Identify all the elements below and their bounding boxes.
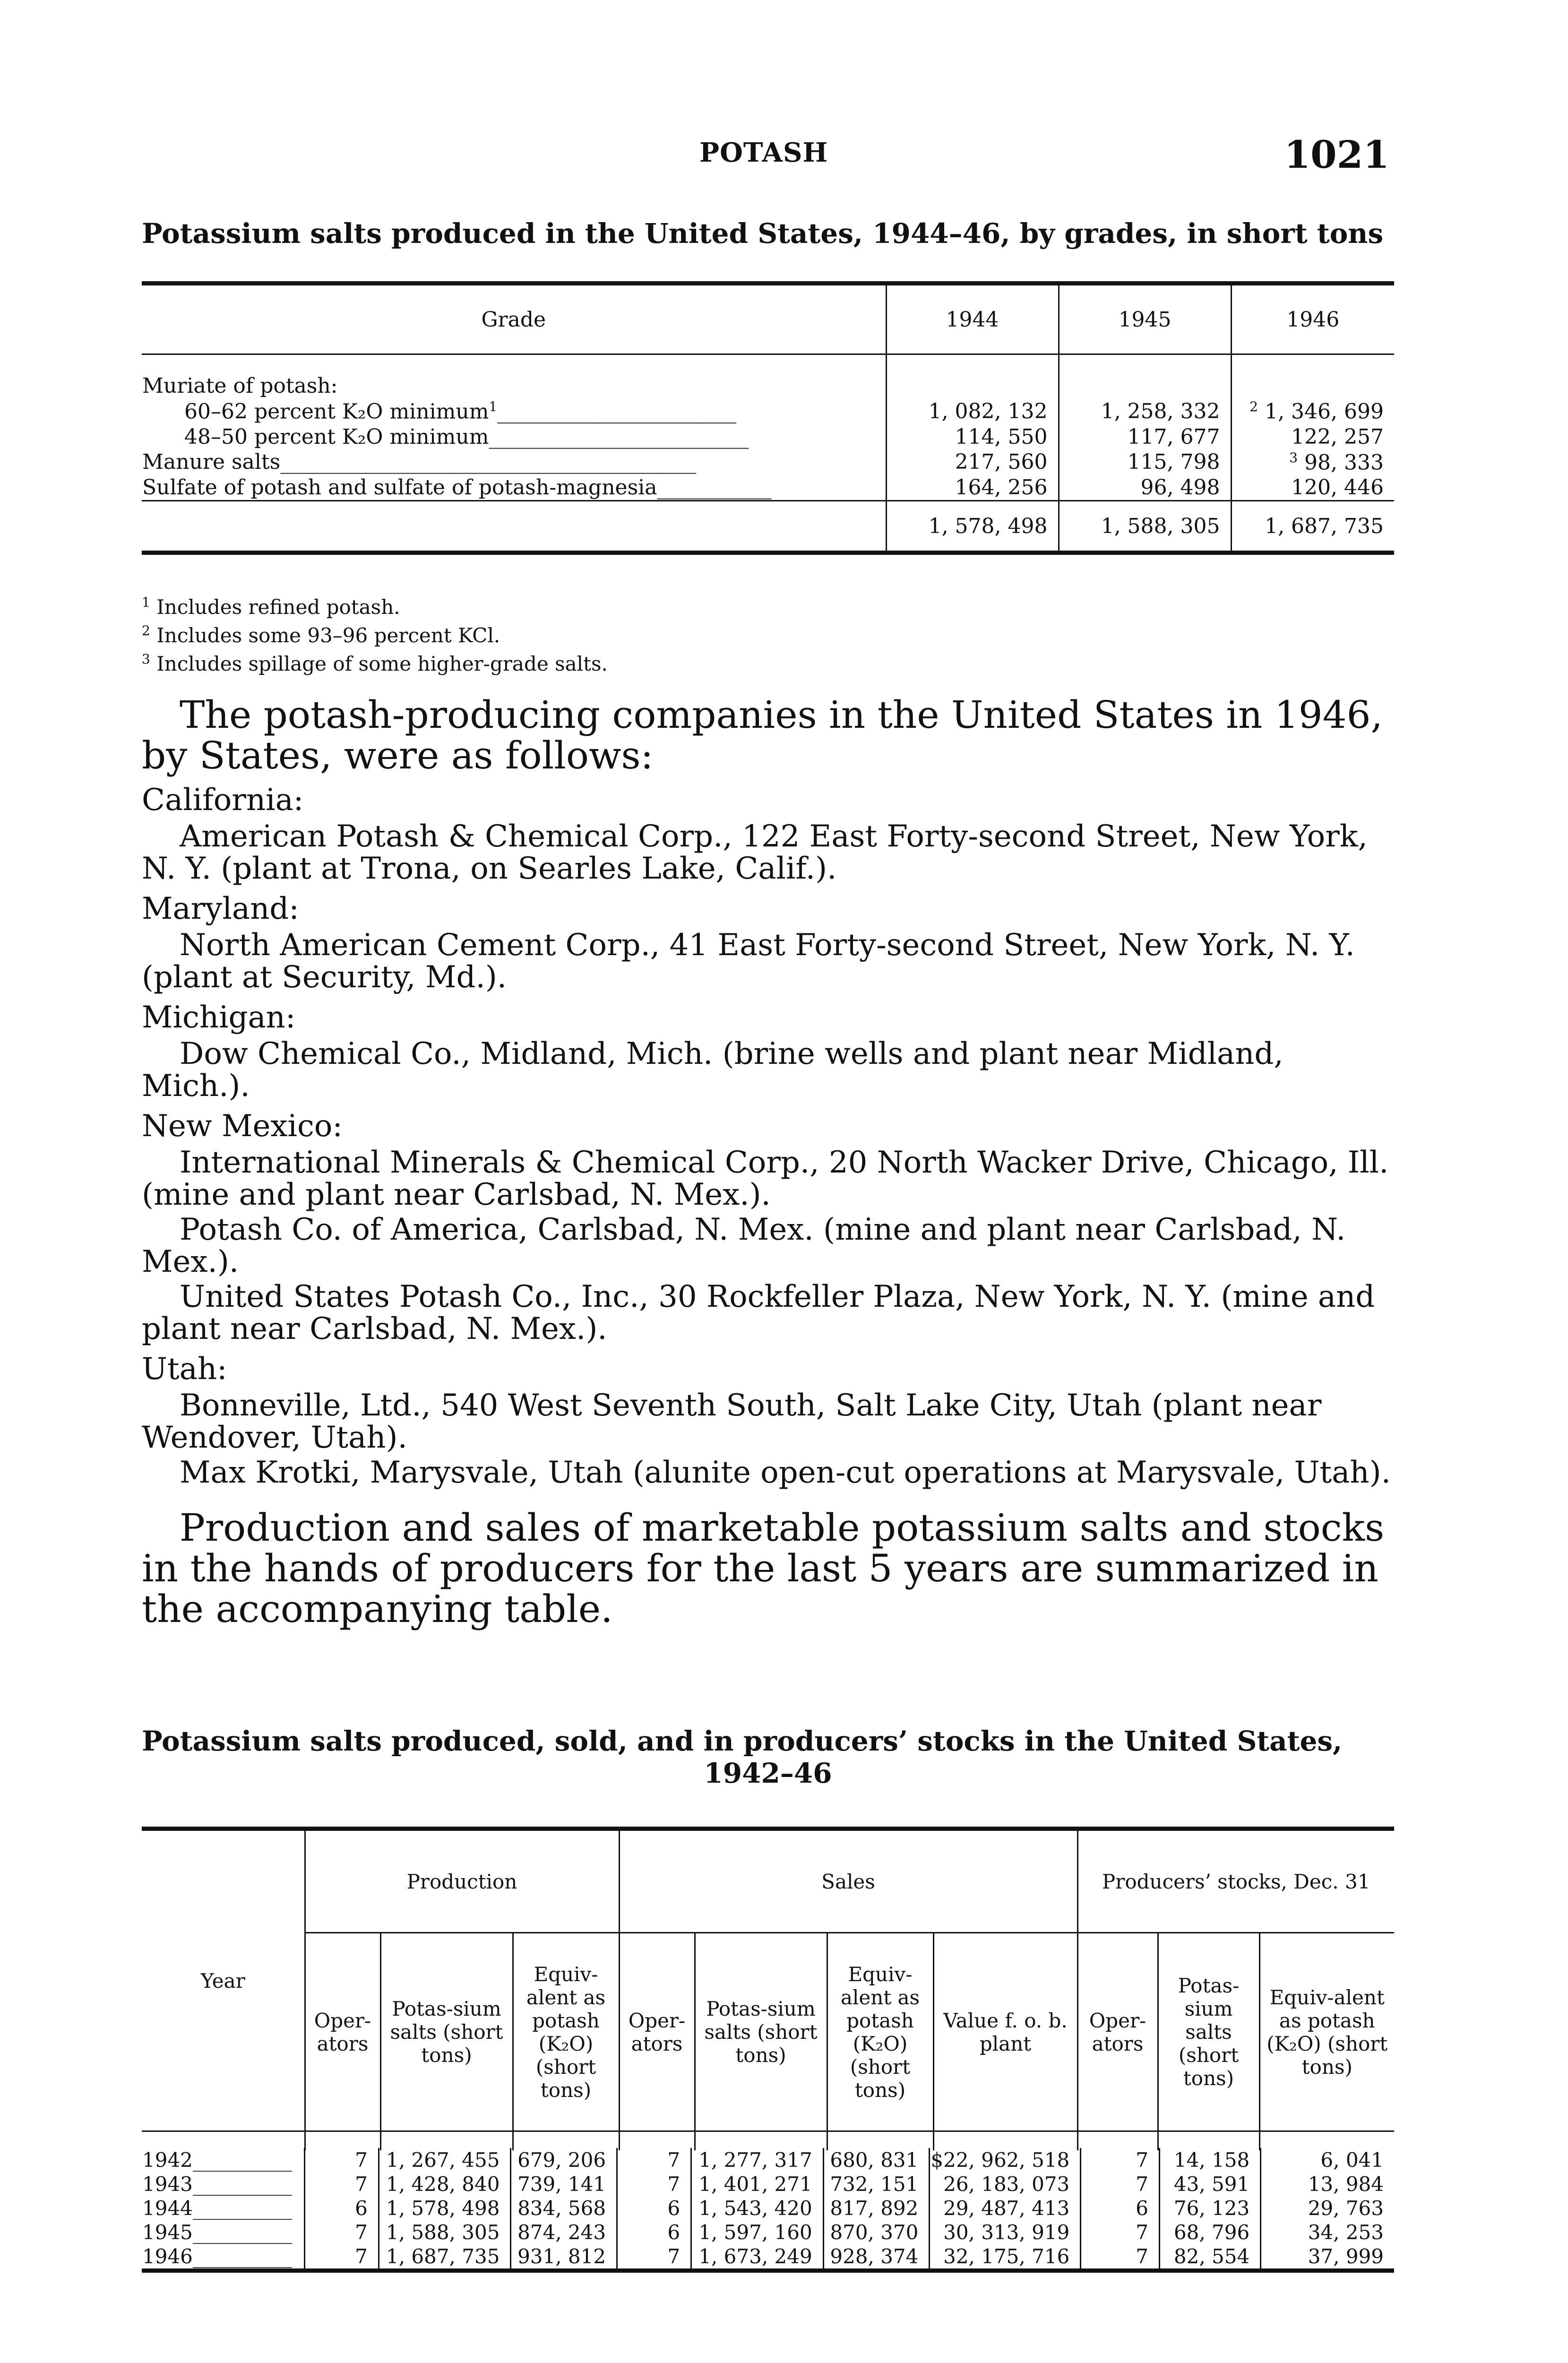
table2-year-cell: 1943__________: [142, 2173, 292, 2196]
state-heading: Utah:: [142, 1352, 227, 1387]
table1-group-label: Muriate of potash:: [142, 374, 338, 398]
table2-group-sales: Sales: [619, 1829, 1077, 1933]
table2: [142, 1827, 1394, 2150]
table2-cell: 679, 206: [511, 2148, 617, 2172]
col-operators: Oper-ators: [305, 1933, 380, 2131]
table1-cell: 114, 550: [886, 424, 1059, 449]
header-title: POTASH: [699, 137, 828, 168]
table1-total: 1, 687, 735: [1231, 501, 1394, 553]
table2-cell: 870, 370: [823, 2220, 930, 2244]
table2-subheader-row: [142, 1933, 1394, 2131]
table2-cell: 1, 401, 271: [691, 2172, 824, 2196]
table2-cell: 732, 151: [823, 2172, 930, 2196]
company-entry: Potash Co. of America, Carlsbad, N. Mex. (mine and plant near Carlsbad, N. Mex.).: [142, 1212, 1346, 1279]
footnote: $^1$ Includes refined potash.: [142, 595, 400, 619]
col-salts: Potas-sium salts (short tons): [380, 1933, 513, 2131]
table2-cell: 82, 554: [1160, 2244, 1261, 2271]
state-heading: Michigan:: [142, 1000, 296, 1035]
table2-body: [142, 2148, 1394, 2273]
table2-cell: 1, 277, 317: [691, 2148, 824, 2172]
table1-cell: 120, 446: [1231, 475, 1394, 501]
table2-cell: 7: [304, 2172, 379, 2196]
table2-cell: 1, 267, 455: [379, 2148, 511, 2172]
col-equiv: Equiv-alent as potash (K₂O) (short tons): [827, 1933, 933, 2131]
table-row: [142, 354, 1394, 399]
table2-cell: 834, 568: [511, 2196, 617, 2220]
footnote: $^2$ Includes some 93–96 percent KCl.: [142, 623, 500, 647]
table1-cell: 1, 082, 132: [886, 398, 1059, 424]
table2-cell: 7: [617, 2148, 691, 2172]
table2-cell: 68, 796: [1160, 2220, 1261, 2244]
state-heading: California:: [142, 783, 304, 818]
footnote: $^3$ Includes spillage of some higher-grade salts.: [142, 651, 608, 675]
table2-cell: $22, 962, 518: [930, 2148, 1081, 2172]
table1-cell: 117, 677: [1059, 424, 1231, 449]
table2-cell: 30, 313, 919: [930, 2220, 1081, 2244]
table2-cell: 1, 543, 420: [691, 2196, 824, 2220]
table2-cell: 1, 588, 305: [379, 2220, 511, 2244]
table1-row-label: Sulfate of potash and sulfate of potash-magnesia___________: [142, 475, 772, 500]
table2-cell: 6: [1081, 2196, 1160, 2220]
table1-row-label: Manure salts________________________________________: [142, 450, 697, 474]
col-salts: Potas-sium salts (short tons): [695, 1933, 827, 2131]
col-value: Value f. o. b. plant: [933, 1933, 1077, 2131]
table2-cell: 6: [304, 2196, 379, 2220]
table2-cell: 7: [1081, 2148, 1160, 2172]
table2-cell: 29, 487, 413: [930, 2196, 1081, 2220]
table2-cell: 76, 123: [1160, 2196, 1261, 2220]
table-row: [142, 2172, 1394, 2196]
table1-cell: 1, 258, 332: [1059, 398, 1231, 424]
table2-cell: 928, 374: [823, 2244, 930, 2271]
table2-cell: 43, 591: [1160, 2172, 1261, 2196]
table-row: [142, 2196, 1394, 2220]
table-row: [142, 398, 1394, 424]
table1-row-label: 60–62 percent K₂O minimum$^1$_______________________: [184, 399, 737, 424]
table2-cell: 7: [1081, 2220, 1160, 2244]
table2-cell: 7: [1081, 2244, 1160, 2271]
table2-cell: 817, 892: [823, 2196, 930, 2220]
table1-header-row: [142, 284, 1394, 354]
table1-cell: $^2$ 1, 346, 699: [1231, 398, 1394, 424]
table2-caption-line2: 1942–46: [704, 1757, 832, 1789]
table2-cell: 29, 763: [1261, 2196, 1394, 2220]
table2-cell: 7: [304, 2244, 379, 2271]
table2-col-year: Year: [142, 1829, 305, 2131]
table1-caption: Potassium salts produced in the United States, 1944–46, by grades, in short tons: [142, 217, 1384, 250]
col-operators: Oper-ators: [1077, 1933, 1158, 2131]
col-equiv: Equiv-alent as potash (K₂O) (short tons): [513, 1933, 619, 2131]
company-entry: United States Potash Co., Inc., 30 Rockfeller Plaza, New York, N. Y. (mine and plant near Carlsbad, N. Mex.).: [142, 1279, 1375, 1346]
col-operators: Oper-ators: [619, 1933, 695, 2131]
table2-cell: 7: [304, 2148, 379, 2172]
state-heading: New Mexico:: [142, 1109, 343, 1144]
company-entry: Bonneville, Ltd., 540 West Seventh South, Salt Lake City, Utah (plant near Wendover, Utah).: [142, 1388, 1322, 1455]
table2-cell: 680, 831: [823, 2148, 930, 2172]
table2-cell: 874, 243: [511, 2220, 617, 2244]
table2-year-cell: 1946__________: [142, 2245, 292, 2268]
table2-cell: 13, 984: [1261, 2172, 1394, 2196]
table2-group-stocks: Producers’ stocks, Dec. 31: [1077, 1829, 1394, 1933]
companies-intro: The potash-producing companies in the United States in 1946, by States, were as follows:: [142, 693, 1383, 777]
table1-col-grade: Grade: [481, 307, 546, 332]
company-entry: Max Krotki, Marysvale, Utah (alunite open-cut operations at Marysvale, Utah).: [180, 1455, 1391, 1490]
summary-paragraph: Production and sales of marketable potassium salts and stocks in the hands of producers for the last 5 years are summarized in the accompanying table.: [142, 1506, 1385, 1631]
table1-col-1945: 1945: [1059, 284, 1231, 354]
table2-cell: 37, 999: [1261, 2244, 1394, 2271]
page-number: 1021: [1284, 132, 1389, 177]
table-row: [142, 475, 1394, 501]
table2-year-cell: 1945__________: [142, 2221, 292, 2244]
table1-cell: 164, 256: [886, 475, 1059, 501]
table2-cell: 931, 812: [511, 2244, 617, 2271]
company-entry: Dow Chemical Co., Midland, Mich. (brine wells and plant near Midland, Mich.).: [142, 1036, 1284, 1104]
table1-totals-row: [142, 501, 1394, 553]
table2-cell: 1, 428, 840: [379, 2172, 511, 2196]
table2-cell: 7: [617, 2172, 691, 2196]
table1: [142, 281, 1394, 555]
running-header: [142, 132, 1394, 184]
table2-group-production: Production: [305, 1829, 619, 1933]
table1-cell: $^3$ 98, 333: [1231, 449, 1394, 475]
table-row: [142, 424, 1394, 449]
state-heading: Maryland:: [142, 891, 299, 926]
table-row: [142, 449, 1394, 475]
table2-year-cell: 1942__________: [142, 2148, 292, 2172]
table2-cell: 7: [617, 2244, 691, 2271]
table2-cell: 7: [304, 2220, 379, 2244]
table2-cell: 26, 183, 073: [930, 2172, 1081, 2196]
table2-cell: 1, 673, 249: [691, 2244, 824, 2271]
table1-cell: 122, 257: [1231, 424, 1394, 449]
col-equiv: Equiv-alent as potash (K₂O) (short tons): [1259, 1933, 1394, 2131]
table2-cell: 7: [1081, 2172, 1160, 2196]
col-salts: Potas-sium salts (short tons): [1158, 1933, 1259, 2131]
companies-section: [142, 695, 1394, 1630]
table2-cell: 14, 158: [1160, 2148, 1261, 2172]
table2-caption: [142, 1725, 1394, 1789]
table2-caption-line1: Potassium salts produced, sold, and in producers’ stocks in the United States,: [142, 1725, 1343, 1757]
table2-cell: 32, 175, 716: [930, 2244, 1081, 2271]
table2-year-cell: 1944__________: [142, 2197, 292, 2220]
table2-cell: 1, 578, 498: [379, 2196, 511, 2220]
table2-cell: 34, 253: [1261, 2220, 1394, 2244]
table1-total: 1, 578, 498: [886, 501, 1059, 553]
table-row: [142, 2220, 1394, 2244]
table1-cell: 217, 560: [886, 449, 1059, 475]
table1-cell: 96, 498: [1059, 475, 1231, 501]
company-entry: North American Cement Corp., 41 East Forty-second Street, New York, N. Y. (plant at Security, Md.).: [142, 928, 1355, 995]
table1-cell: 115, 798: [1059, 449, 1231, 475]
table-row: [142, 2148, 1394, 2172]
table2-group-header-row: [142, 1829, 1394, 1933]
table-row: [142, 2244, 1394, 2271]
table2-cell: 6, 041: [1261, 2148, 1394, 2172]
company-entry: International Minerals & Chemical Corp., 20 North Wacker Drive, Chicago, Ill. (mine and plant near Carlsbad, N. Mex.).: [142, 1145, 1389, 1212]
company-entry: American Potash & Chemical Corp., 122 East Forty-second Street, New York, N. Y. (plant at Trona, on Searles Lake, Calif.).: [142, 819, 1368, 886]
table2-cell: 6: [617, 2220, 691, 2244]
table1-row-label: 48–50 percent K₂O minimum_________________________: [184, 424, 749, 449]
table1-col-1944: 1944: [886, 284, 1059, 354]
table2-cell: 739, 141: [511, 2172, 617, 2196]
table2-cell: 1, 687, 735: [379, 2244, 511, 2271]
table1-footnotes: [142, 591, 608, 676]
table2-cell: 6: [617, 2196, 691, 2220]
table2-cell: 1, 597, 160: [691, 2220, 824, 2244]
table1-total: 1, 588, 305: [1059, 501, 1231, 553]
table1-col-1946: 1946: [1231, 284, 1394, 354]
